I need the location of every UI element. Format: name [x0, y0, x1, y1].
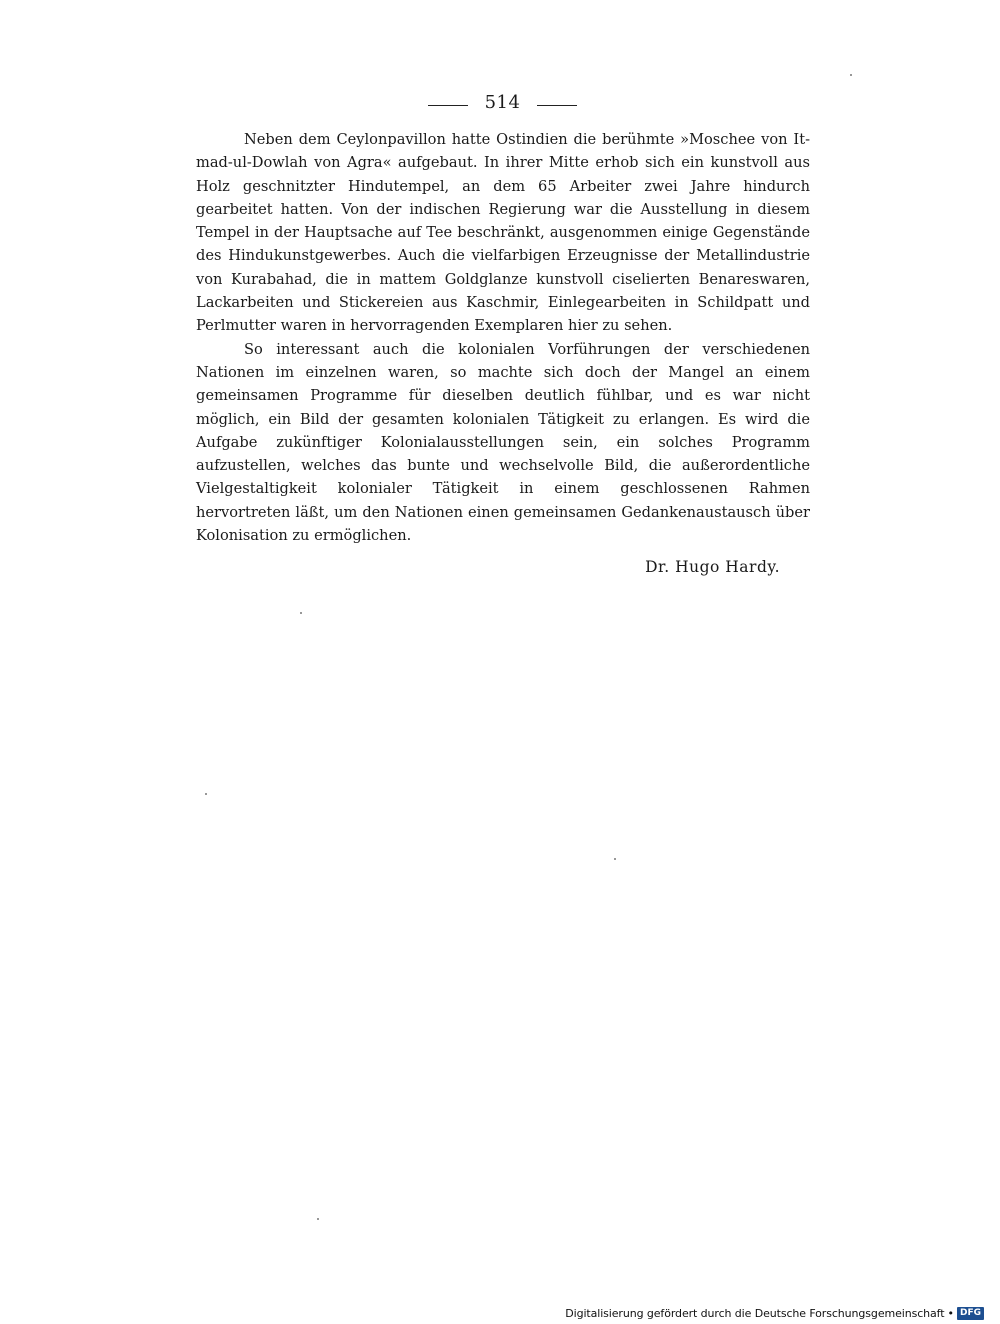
credit-text: Digitalisierung gefördert durch die Deutsche Forschungsgemeinschaft: [565, 1306, 945, 1320]
scan-speck: [850, 74, 852, 76]
page-header: [0, 90, 1000, 120]
article-body: [196, 128, 810, 547]
scan-speck: [317, 1218, 319, 1220]
dfg-logo-icon: DFG: [957, 1307, 984, 1320]
scan-speck: [205, 793, 207, 795]
scan-speck: [300, 612, 302, 614]
author-signature: Dr. Hugo Hardy.: [645, 558, 780, 576]
paragraph-1: Neben dem Ceylonpavillon hatte Ostindien die berühmte »Moschee von It-mad-ul-Dowlah von Agra« aufgebaut. In ihrer Mitte erhob sich ein kunstvoll aus Holz geschnitzter Hindutempel, an dem 65 Arbeiter zwei Jahre hindurch gearbeitet hatten. Von der indischen Regierung war die Ausstellung in diesem Tempel in der Hauptsache auf Tee beschränkt, ausgenommen einige Gegenstände des Hindukunstgewerbes. Auch die vielfarbigen Erzeugnisse der Metallindustrie von Kurabahad, die in mattem Goldglanze kunstvoll ciselierten Benareswaren, Lackarbeiten und Stickereien aus Kaschmir, Einlegearbeiten in Schildpatt und Perlmutter waren in hervorragenden Exemplaren hier zu sehen.: [196, 131, 810, 335]
digitization-credit: [565, 1305, 984, 1321]
paragraph-2: So interessant auch die kolonialen Vorführungen der verschiedenen Nationen im einzelnen waren, so machte sich doch der Mangel an einem gemeinsamen Programme für dieselben deutlich fühlbar, und es war nicht möglich, ein Bild der gesamten kolonialen Tätigkeit zu erlangen. Es wird die Aufgabe zukünftiger Kolonialausstellungen sein, ein solches Programm aufzustellen, welches das bunte und wechselvolle Bild, die außerordentliche Vielgestaltigkeit kolonialer Tätigkeit in einem geschlossenen Rahmen hervortreten läßt, um den Nationen einen gemeinsamen Gedankenaustausch über Kolonisation zu ermöglichen.: [196, 340, 810, 545]
page-number: 514: [484, 92, 521, 113]
credit-separator: •: [947, 1306, 954, 1320]
header-rule-right: [537, 105, 577, 106]
scan-speck: [614, 858, 616, 860]
header-rule-left: [428, 105, 468, 106]
